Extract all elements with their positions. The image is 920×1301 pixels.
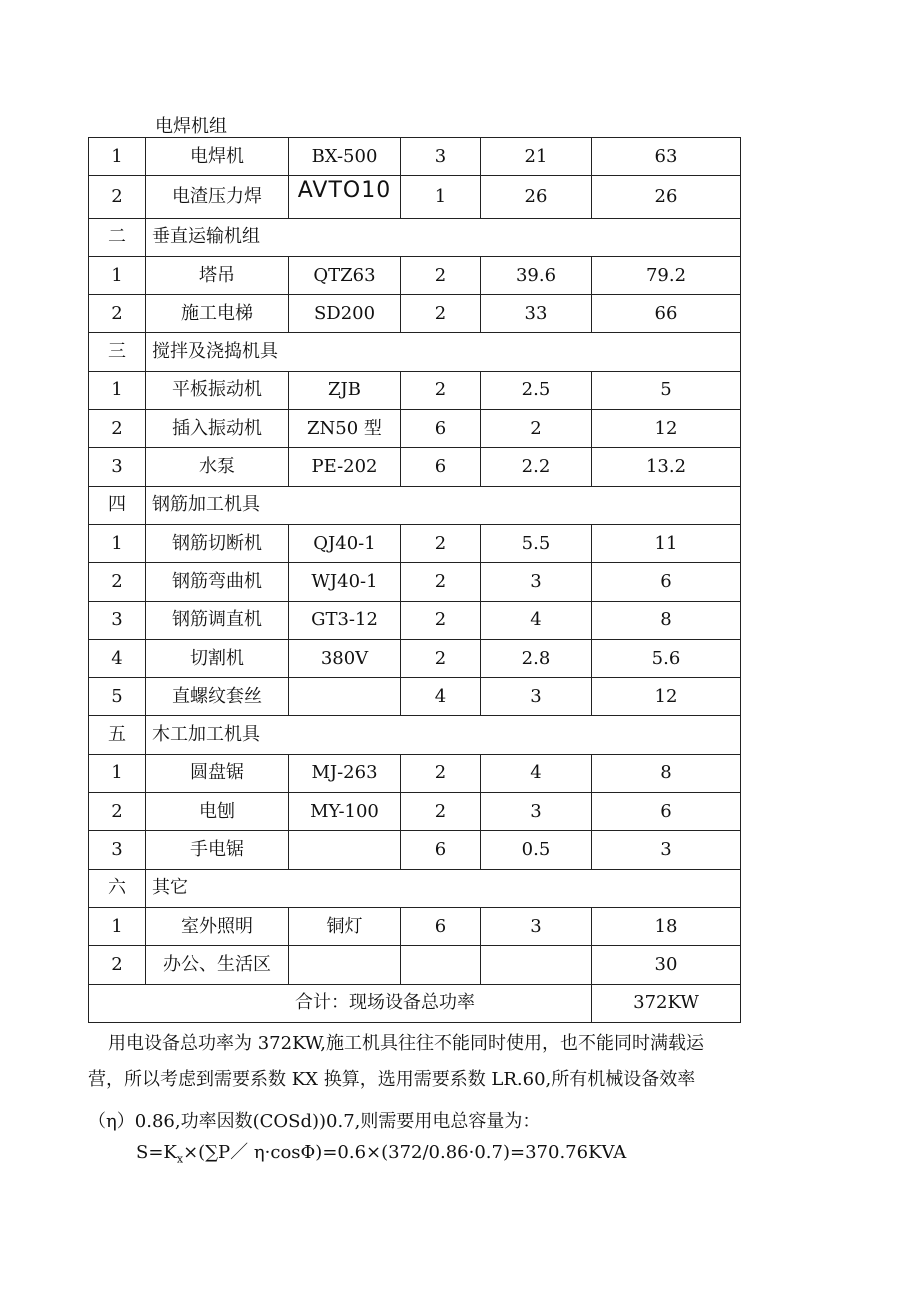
equipment-model: BX-500 [289, 138, 401, 176]
equipment-model: QJ40-1 [289, 524, 401, 562]
equipment-name: 办公、生活区 [146, 946, 289, 984]
equipment-quantity: 6 [401, 448, 481, 486]
table-row [89, 907, 741, 945]
unit-power: 2.8 [481, 639, 592, 677]
unit-power: 2 [481, 410, 592, 448]
unit-power: 5.5 [481, 524, 592, 562]
unit-power: 3 [481, 678, 592, 716]
unit-power: 0.5 [481, 831, 592, 869]
total-power: 12 [592, 678, 741, 716]
total-power: 8 [592, 754, 741, 792]
equipment-model: ZN50 型 [289, 410, 401, 448]
total-power: 66 [592, 295, 741, 333]
unit-power: 33 [481, 295, 592, 333]
formula-subscript: x [176, 1152, 184, 1166]
equipment-power-table [88, 137, 741, 1023]
section-row [89, 218, 741, 256]
section-row [89, 333, 741, 371]
equipment-name: 水泵 [146, 448, 289, 486]
section-row [89, 869, 741, 907]
group-title: 电焊机组 [155, 116, 227, 137]
item-number: 1 [89, 907, 146, 945]
total-power: 6 [592, 793, 741, 831]
equipment-quantity: 2 [401, 256, 481, 294]
table-row [89, 295, 741, 333]
equipment-model: SD200 [289, 295, 401, 333]
table-row [89, 371, 741, 409]
total-value: 372KW [592, 984, 741, 1022]
equipment-quantity: 6 [401, 410, 481, 448]
equipment-model: ZJB [289, 371, 401, 409]
table-row [89, 639, 741, 677]
unit-power: 3 [481, 563, 592, 601]
equipment-model: 铜灯 [289, 907, 401, 945]
formula-lhs: S=K [136, 1142, 177, 1163]
table-row [89, 754, 741, 792]
table-row [89, 176, 741, 218]
table-row [89, 831, 741, 869]
unit-power: 4 [481, 754, 592, 792]
unit-power: 26 [481, 176, 592, 218]
total-power: 30 [592, 946, 741, 984]
equipment-name: 电渣压力焊 [146, 176, 289, 218]
table-row [89, 524, 741, 562]
section-title: 其它 [146, 869, 741, 907]
equipment-name: 室外照明 [146, 907, 289, 945]
section-number: 四 [89, 486, 146, 524]
equipment-quantity: 2 [401, 793, 481, 831]
total-power: 5.6 [592, 639, 741, 677]
paragraph-line-1: 用电设备总功率为 372KW,施工机具往往不能同时使用，也不能同时满载运 [108, 1033, 704, 1054]
total-power: 11 [592, 524, 741, 562]
table-row [89, 793, 741, 831]
item-number: 4 [89, 639, 146, 677]
item-number: 1 [89, 524, 146, 562]
equipment-quantity: 3 [401, 138, 481, 176]
item-number: 3 [89, 448, 146, 486]
item-number: 1 [89, 138, 146, 176]
equipment-name: 直螺纹套丝 [146, 678, 289, 716]
total-label: 合计：现场设备总功率 [89, 984, 592, 1022]
equipment-name: 平板振动机 [146, 371, 289, 409]
item-number: 3 [89, 831, 146, 869]
equipment-model: GT3-12 [289, 601, 401, 639]
paragraph-line-2: 营，所以考虑到需要系数 KX 换算，选用需要系数 LR.60,所有机械设备效率 [88, 1069, 696, 1090]
section-title: 垂直运输机组 [146, 218, 741, 256]
equipment-name: 钢筋弯曲机 [146, 563, 289, 601]
section-title: 木工加工机具 [146, 716, 741, 754]
formula-rhs: ×(∑P／ η·cosΦ)=0.6×(372/0.86·0.7)=370.76KVA [183, 1142, 627, 1163]
table-body [89, 138, 741, 1023]
equipment-name: 施工电梯 [146, 295, 289, 333]
equipment-quantity: 2 [401, 524, 481, 562]
paragraph-line-3: （η）0.86,功率因数(COSd))0.7,则需要用电总容量为： [88, 1111, 541, 1132]
item-number: 2 [89, 295, 146, 333]
item-number: 2 [89, 793, 146, 831]
total-power: 63 [592, 138, 741, 176]
table-row [89, 138, 741, 176]
item-number: 2 [89, 946, 146, 984]
table-row [89, 256, 741, 294]
table-row [89, 678, 741, 716]
equipment-quantity [401, 946, 481, 984]
equipment-model: MJ-263 [289, 754, 401, 792]
equipment-model [289, 831, 401, 869]
equipment-quantity: 2 [401, 371, 481, 409]
section-number: 二 [89, 218, 146, 256]
item-number: 3 [89, 601, 146, 639]
item-number: 5 [89, 678, 146, 716]
equipment-name: 切割机 [146, 639, 289, 677]
equipment-model: 380V [289, 639, 401, 677]
item-number: 1 [89, 371, 146, 409]
total-power: 18 [592, 907, 741, 945]
item-number: 2 [89, 176, 146, 218]
unit-power [481, 946, 592, 984]
unit-power: 4 [481, 601, 592, 639]
table-row [89, 946, 741, 984]
total-power: 79.2 [592, 256, 741, 294]
unit-power: 3 [481, 793, 592, 831]
section-number: 六 [89, 869, 146, 907]
equipment-quantity: 2 [401, 639, 481, 677]
total-power: 5 [592, 371, 741, 409]
section-title: 钢筋加工机具 [146, 486, 741, 524]
equipment-quantity: 2 [401, 601, 481, 639]
equipment-quantity: 2 [401, 754, 481, 792]
equipment-model: MY-100 [289, 793, 401, 831]
section-number: 三 [89, 333, 146, 371]
item-number: 2 [89, 563, 146, 601]
table-row [89, 563, 741, 601]
equipment-quantity: 6 [401, 831, 481, 869]
item-number: 2 [89, 410, 146, 448]
unit-power: 39.6 [481, 256, 592, 294]
unit-power: 2.5 [481, 371, 592, 409]
equipment-quantity: 2 [401, 563, 481, 601]
equipment-model: WJ40-1 [289, 563, 401, 601]
table-row [89, 410, 741, 448]
unit-power: 21 [481, 138, 592, 176]
total-power: 12 [592, 410, 741, 448]
item-number: 1 [89, 256, 146, 294]
total-row [89, 984, 741, 1022]
equipment-quantity: 6 [401, 907, 481, 945]
equipment-quantity: 2 [401, 295, 481, 333]
capacity-formula [136, 1138, 626, 1166]
total-power: 13.2 [592, 448, 741, 486]
equipment-name: 钢筋调直机 [146, 601, 289, 639]
equipment-model: PE-202 [289, 448, 401, 486]
equipment-quantity: 4 [401, 678, 481, 716]
equipment-model [289, 946, 401, 984]
equipment-name: 电焊机 [146, 138, 289, 176]
total-power: 3 [592, 831, 741, 869]
unit-power: 3 [481, 907, 592, 945]
unit-power: 2.2 [481, 448, 592, 486]
equipment-model: AVTO10 [289, 176, 401, 218]
equipment-name: 电刨 [146, 793, 289, 831]
equipment-name: 插入振动机 [146, 410, 289, 448]
section-row [89, 486, 741, 524]
equipment-name: 圆盘锯 [146, 754, 289, 792]
total-power: 26 [592, 176, 741, 218]
table-row [89, 448, 741, 486]
equipment-name: 钢筋切断机 [146, 524, 289, 562]
table-row [89, 601, 741, 639]
equipment-model [289, 678, 401, 716]
total-power: 8 [592, 601, 741, 639]
section-title: 搅拌及浇捣机具 [146, 333, 741, 371]
equipment-name: 塔吊 [146, 256, 289, 294]
equipment-model: QTZ63 [289, 256, 401, 294]
total-power: 6 [592, 563, 741, 601]
equipment-name: 手电锯 [146, 831, 289, 869]
section-row [89, 716, 741, 754]
section-number: 五 [89, 716, 146, 754]
equipment-quantity: 1 [401, 176, 481, 218]
item-number: 1 [89, 754, 146, 792]
